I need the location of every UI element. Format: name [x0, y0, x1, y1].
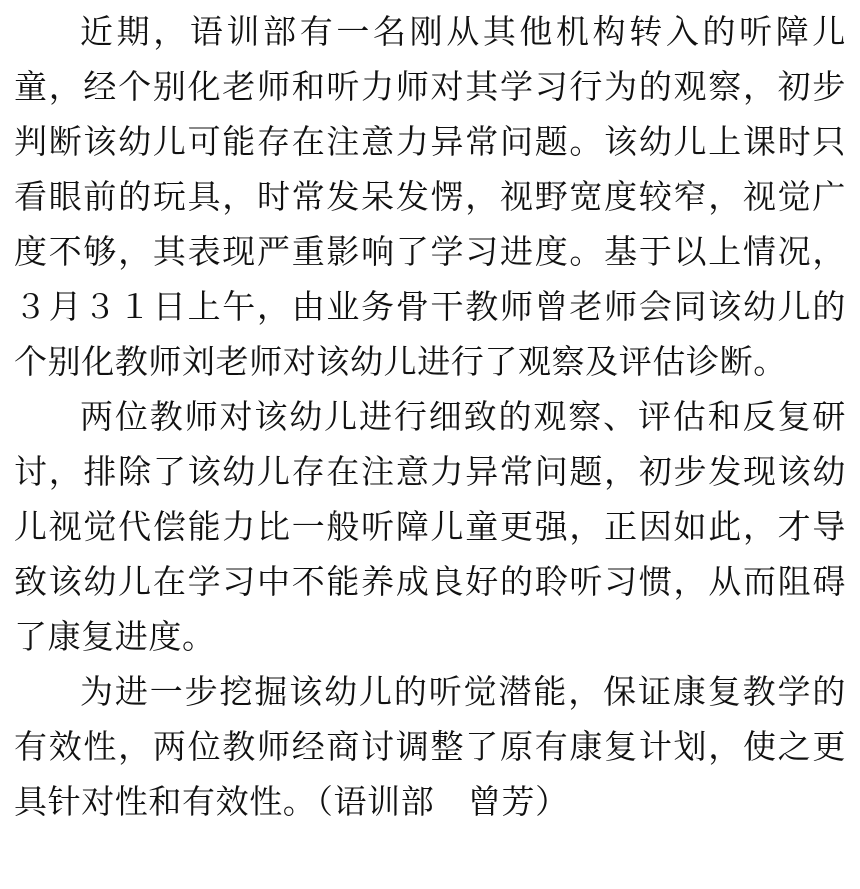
paragraph-3: 为进一步挖掘该幼儿的听觉潜能，保证康复教学的有效性，两位教师经商讨调整了原有康复计划，使之更具针对性和有效性。（语训部 曾芳） — [14, 672, 846, 821]
paragraph-1: 近期，语训部有一名刚从其他机构转入的听障儿童，经个别化老师和听力师对其学习行为的观察，初步判断该幼儿可能存在注意力异常问题。该幼儿上课时只看眼前的玩具，时常发呆发愣，视野宽度较窄，视觉广度不够，其表现严重影响了学习进度。基于以上情况，３月３１日上午，由业务骨干教师曾老师会同该幼儿的个别化教师刘老师对该幼儿进行了观察及评估诊断。 — [14, 12, 846, 381]
article-body — [0, 4, 860, 889]
paragraph-2: 两位教师对该幼儿进行细致的观察、评估和反复研讨，排除了该幼儿存在注意力异常问题，初步发现该幼儿视觉代偿能力比一般听障儿童更强，正因如此，才导致该幼儿在学习中不能养成良好的聆听习惯，从而阻碍了康复进度。 — [14, 397, 846, 656]
